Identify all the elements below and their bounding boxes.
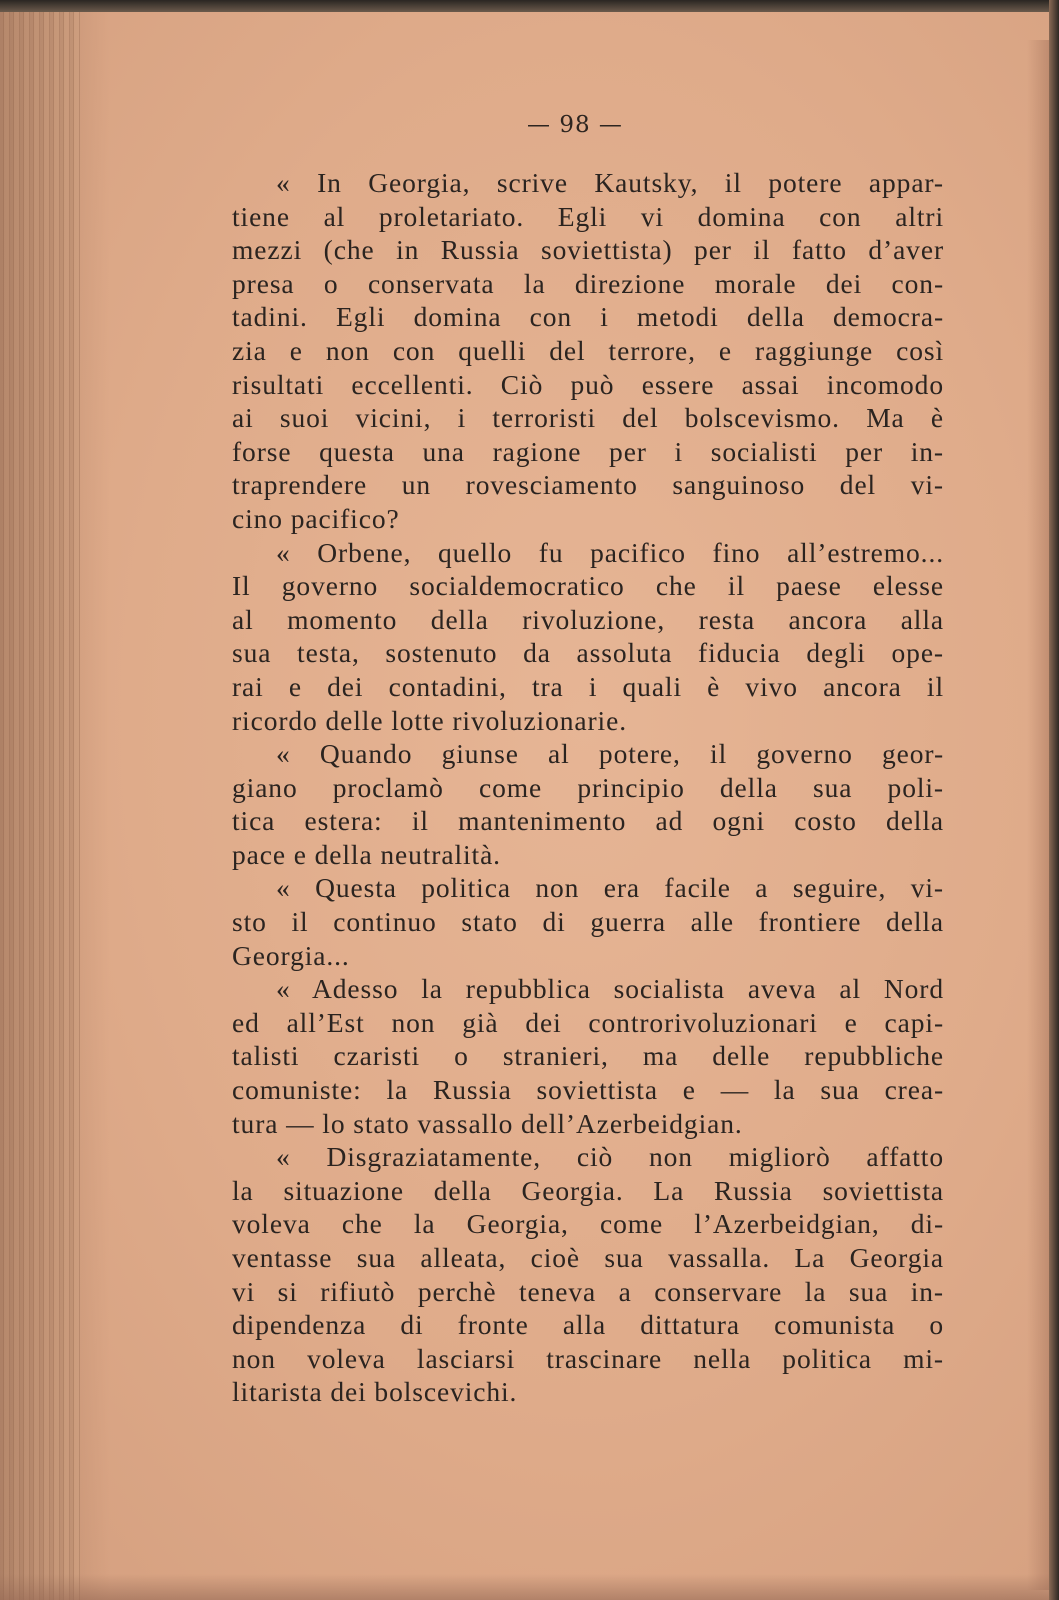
text-line: forse questa una ragione per i socialisti per in-: [232, 435, 944, 467]
text-line: vi si rifiutò perchè teneva a conservare la sua in-: [232, 1275, 944, 1307]
text-line: « In Georgia, scrive Kautsky, il potere appar-: [276, 167, 944, 198]
text-line: litarista dei bolscevichi.: [232, 1376, 518, 1408]
text-line: ventasse sua alleata, cioè sua vassalla. La Georgia: [232, 1242, 944, 1273]
text-line: sto il continuo stato di guerra alle frontiere della: [232, 906, 944, 938]
text-line: ed all’Est non già dei controrivoluzionari e capi-: [232, 1006, 944, 1038]
text-line: talisti czaristi o stranieri, ma delle repubbliche: [232, 1040, 944, 1072]
page-binding-edge: [1049, 0, 1059, 1600]
text-line: traprendere un rovesciamento sanguinoso del vi-: [232, 469, 944, 501]
text-line: « Disgraziatamente, ciò non migliorò affatto: [276, 1141, 944, 1173]
text-line: mezzi (che in Russia soviettista) per il fatto d’aver: [232, 234, 944, 266]
text-line: ai suoi vicini, i terroristi del bolscevismo. Ma è: [232, 402, 944, 434]
text-line: non voleva lasciarsi trascinare nella politica mi-: [232, 1342, 944, 1374]
text-line: pace e della neutralità.: [232, 838, 501, 870]
text-line: risultati eccellenti. Ciò può essere assai incomodo: [232, 368, 944, 400]
text-line: presa o conservata la direzione morale dei con-: [232, 267, 944, 299]
text-line: « Adesso la repubblica socialista aveva al Nord: [276, 973, 944, 1005]
page-number: — 98 —: [527, 112, 623, 138]
text-line: sua testa, sostenuto da assoluta fiducia degli ope-: [232, 637, 944, 669]
text-line: al momento della rivoluzione, resta ancora alla: [232, 603, 944, 635]
text-line: « Questa politica non era facile a seguire, vi-: [276, 872, 944, 904]
text-line: comuniste: la Russia soviettista e — la sua crea-: [232, 1074, 944, 1106]
text-line: tiene al proletariato. Egli vi domina con altri: [232, 200, 944, 232]
text-line: zia e non con quelli del terrore, e raggiunge così: [232, 334, 944, 366]
text-line: Georgia...: [232, 939, 350, 971]
text-line: « Orbene, quello fu pacifico fino all’estremo...: [276, 536, 944, 568]
body-text: [232, 166, 944, 1409]
page-bottom-edge: [0, 1574, 1059, 1600]
page-right-edge: [1027, 40, 1049, 1590]
text-line: tura — lo stato vassallo dell’Azerbeidgian.: [232, 1107, 743, 1139]
text-line: giano proclamò come principio della sua poli-: [232, 771, 944, 803]
text-line: dipendenza di fronte alla dittatura comunista o: [232, 1309, 944, 1341]
text-line: tica estera: il mantenimento ad ogni costo della: [232, 805, 944, 837]
page-top-edge: [0, 0, 1059, 12]
text-line: « Quando giunse al potere, il governo geor-: [276, 738, 944, 770]
text-line: ricordo delle lotte rivoluzionarie.: [232, 704, 627, 736]
text-line: rai e dei contadini, tra i quali è vivo ancora il: [232, 670, 944, 702]
text-line: tadini. Egli domina con i metodi della democra-: [232, 301, 944, 333]
text-line: cino pacifico?: [232, 502, 400, 534]
text-line: Il governo socialdemocratico che il paese elesse: [232, 570, 944, 602]
text-line: la situazione della Georgia. La Russia soviettista: [232, 1174, 944, 1206]
text-line: voleva che la Georgia, come l’Azerbeidgian, di-: [232, 1208, 944, 1240]
gutter-shadow: [0, 0, 110, 1600]
